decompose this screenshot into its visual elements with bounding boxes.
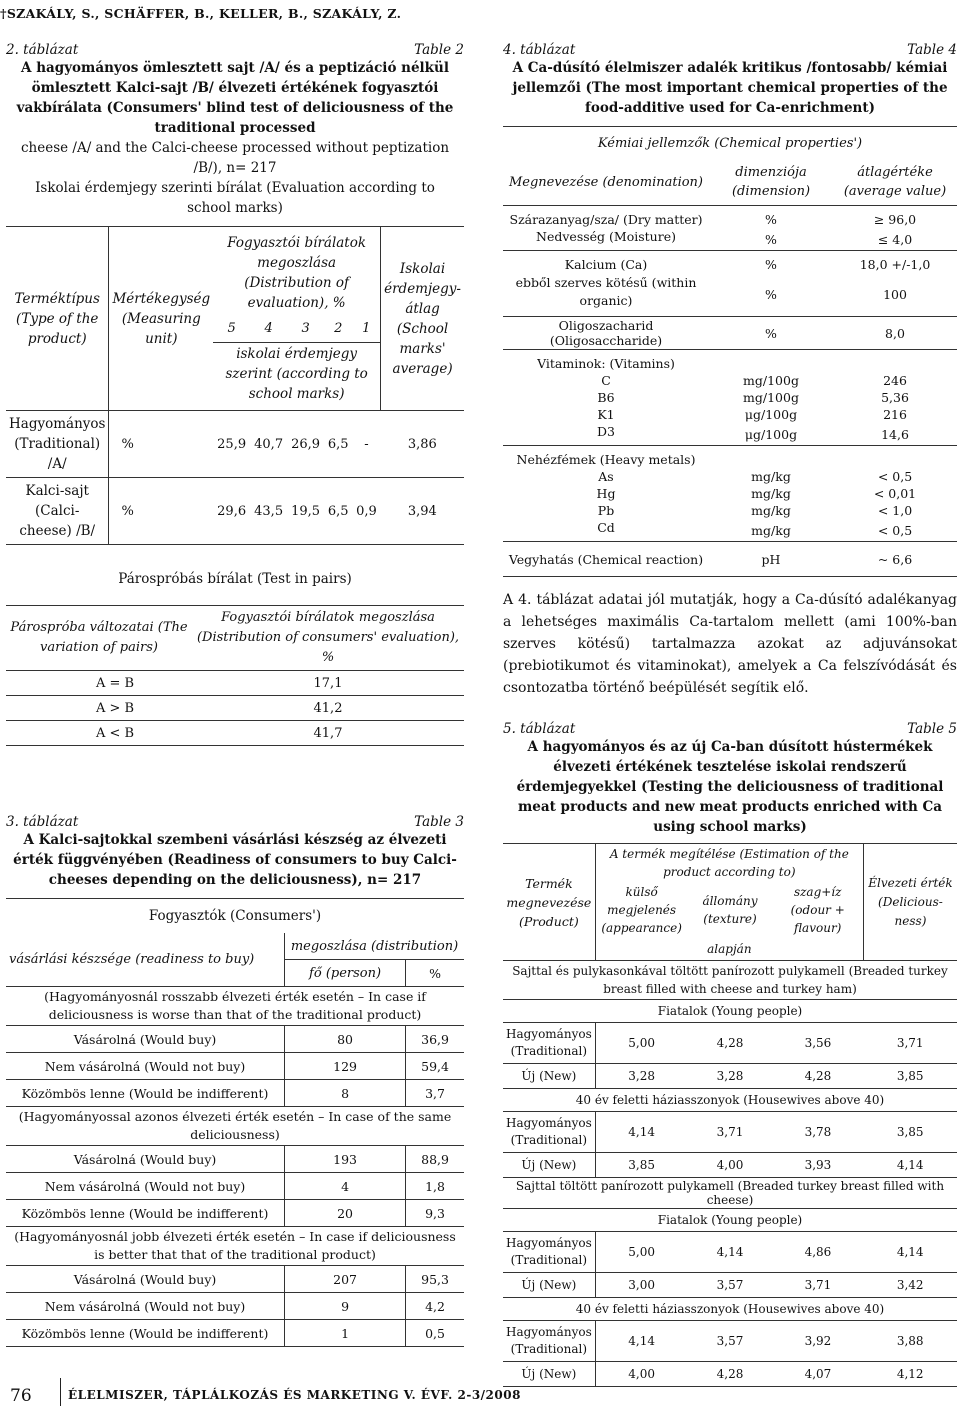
t4-ph-dim: pH	[709, 542, 833, 577]
t5-val: 3,71	[863, 1023, 957, 1064]
table-row	[503, 1321, 957, 1362]
t5-val: 4,28	[688, 1023, 773, 1064]
t4-val: < 0,5	[877, 469, 913, 484]
t2-val: 6,5	[324, 478, 352, 545]
t2-val: 0,9	[352, 478, 380, 545]
t2-val: -	[352, 411, 380, 478]
running-header: †SZAKÁLY, S., SCHÄFFER, B., KELLER, B., SZAKÁLY, Z.	[0, 6, 402, 21]
t4-chem-props: Kémiai jellemzők (Chemical properties')	[503, 127, 957, 160]
t4-name: K1	[597, 407, 615, 422]
table-row	[6, 1080, 464, 1107]
t5-h-estimation: A termék megítélése (Estimation of the product according to)	[595, 844, 863, 883]
t3-label: Vásárolná (Would buy)	[6, 1266, 285, 1293]
t4-val: < 1,0	[877, 503, 913, 518]
table-row	[503, 1232, 957, 1273]
t4-name: D3	[503, 423, 709, 446]
t2-head-unit: Mértékegység (Measuring unit)	[109, 227, 213, 411]
t3-n: 4	[285, 1173, 406, 1200]
t2-val: 26,9	[287, 411, 324, 478]
left-column	[6, 42, 464, 1347]
t5-product-name: Sajttal töltött panírozott pulykamell (Breaded turkey breast filled with cheese)	[503, 1178, 957, 1209]
t4-oligo-name: Oligoszacharid (Oligosaccharide)	[503, 317, 709, 350]
table3-title: A Kalci-sajtokkal szembeni vásárlási készség az élvezeti érték függvényében (Readiness of consumers to buy Calci-cheeses depending on the deliciousness), n= 217	[13, 832, 457, 888]
table2-title: A hagyományos ömlesztett sajt /A/ és a peptizáció nélkül ömlesztett Kalci-sajt /B/ élvezeti értékének fogyasztói vakbírálata (Consumers' blind test of deliciousness of the traditional processed	[16, 60, 454, 136]
t2p-value: 41,7	[192, 721, 464, 746]
t5-row-label: Hagyományos (Traditional)	[503, 1321, 595, 1362]
t3-readiness: vásárlási készsége (readiness to buy)	[6, 933, 285, 987]
t4-dim: %	[709, 273, 833, 317]
t5-row-label: Új (New)	[503, 1064, 595, 1089]
t5-row-label: Hagyományos (Traditional)	[503, 1023, 595, 1064]
t3-group-caption: (Hagyományosnál rosszabb élvezeti érték esetén – In case if deliciousness is worse than that of the traditional product)	[6, 987, 464, 1026]
table5-title: A hagyományos és az új Ca-ban dúsított hústermékek élvezeti értékének tesztelése iskolai rendszerű érdemjegyekkel (Testing the deliciousness of traditional meat products and new meat products enriched with Ca using school marks)	[516, 739, 944, 835]
t3-label: Közömbös lenne (Would be indifferent)	[6, 1320, 285, 1347]
table-row	[503, 485, 957, 502]
t4-ph-name: Vegyhatás (Chemical reaction)	[503, 542, 709, 577]
t5-row-label: Új (New)	[503, 1273, 595, 1298]
t2-val: 40,7	[250, 411, 287, 478]
t3-p: 3,7	[406, 1080, 464, 1107]
t3-p: 95,3	[406, 1266, 464, 1293]
table-row	[503, 1112, 957, 1153]
t5-val: 3,42	[863, 1273, 957, 1298]
t3-label: Nem vásárolná (Would not buy)	[6, 1053, 285, 1080]
table-row	[503, 372, 957, 389]
table4	[503, 42, 957, 577]
t3-n: 80	[285, 1026, 406, 1053]
t2p-value: 17,1	[192, 671, 464, 696]
t5-val: 3,71	[688, 1112, 773, 1153]
t4-name: B6	[597, 390, 615, 405]
table5-grid	[503, 843, 957, 1387]
t2-avg: 3,86	[381, 411, 464, 478]
table3-label-en: Table 3	[414, 814, 464, 830]
t3-label: Vásárolná (Would buy)	[6, 1026, 285, 1053]
table2-label-en: Table 2	[414, 42, 464, 58]
table-row	[6, 1173, 464, 1200]
t4-val: 246	[883, 373, 907, 388]
t5-val: 3,92	[772, 1321, 863, 1362]
t4-name: Cd	[503, 519, 709, 542]
table-row	[503, 519, 957, 542]
page-footer	[0, 1378, 960, 1406]
table2-label	[6, 42, 464, 58]
t3-label: Közömbös lenne (Would be indifferent)	[6, 1200, 285, 1227]
table-row	[6, 696, 464, 721]
t5-h-based: alapján	[595, 938, 863, 961]
table2-pairs-title: Párospróbás bírálat (Test in pairs)	[118, 571, 352, 587]
t2p-label: A = B	[6, 671, 192, 696]
t5-row-label: Hagyományos (Traditional)	[503, 1112, 595, 1153]
t5-val: 4,00	[595, 1362, 687, 1387]
t4-val: ≤ 4,0	[833, 228, 957, 251]
t2p-label: A < B	[6, 721, 192, 746]
table3-grid	[6, 898, 464, 1347]
t4-dim: mg/100g	[743, 373, 799, 388]
t3-p: 4,2	[406, 1293, 464, 1320]
table-row	[6, 478, 464, 545]
t2-mark: 2	[334, 320, 343, 336]
t5-val: 3,93	[772, 1153, 863, 1178]
t2-val: 29,6	[213, 478, 250, 545]
t4-val: 216	[883, 407, 907, 422]
table-row	[503, 542, 957, 577]
t2-mark: 5	[227, 320, 236, 336]
table2-title-cont: cheese /A/ and the Calci-cheese processed without peptization /B/), n= 217	[20, 140, 450, 176]
table-row	[503, 389, 957, 406]
t4-dim: %	[709, 228, 833, 251]
t4-name: Kalcium (Ca)	[564, 257, 648, 272]
table-row	[503, 206, 957, 229]
t3-p: 59,4	[406, 1053, 464, 1080]
t4-metal-head: Nehézfémek (Heavy metals)	[516, 452, 696, 467]
t4-dim: mg/100g	[743, 390, 799, 405]
t5-val: 3,28	[688, 1064, 773, 1089]
table2-subtitle: Iskolai érdemjegy szerinti bírálat (Evaluation according to school marks)	[35, 180, 435, 216]
table-row	[6, 1053, 464, 1080]
page-number: 76	[10, 1386, 32, 1406]
t3-n: 20	[285, 1200, 406, 1227]
t4-oligo-val: 8,0	[833, 317, 957, 350]
t4-h-dim: dimenziója (dimension)	[709, 159, 833, 206]
t2-mark: 4	[264, 320, 273, 336]
t5-val: 4,14	[688, 1232, 773, 1273]
t4-h-avg: átlagértéke (average value)	[833, 159, 957, 206]
t5-val: 4,28	[688, 1362, 773, 1387]
table-row	[503, 423, 957, 446]
t5-val: 3,85	[595, 1153, 687, 1178]
t3-label: Vásárolná (Would buy)	[6, 1146, 285, 1173]
t5-val: 4,00	[688, 1153, 773, 1178]
t5-val: 3,57	[688, 1273, 773, 1298]
t5-h-product: Termék megnevezése (Product)	[503, 844, 595, 961]
t4-ph-val: ~ 6,6	[833, 542, 957, 577]
t5-val: 3,28	[595, 1064, 687, 1089]
t2-head-dist: Fogyasztói bírálatok megoszlása (Distribution of evaluation), %	[213, 227, 380, 315]
table-row	[503, 1023, 957, 1064]
table-row	[503, 251, 957, 274]
t4-name: C	[601, 373, 611, 388]
table4-label-hu: 4. táblázat	[503, 42, 576, 58]
t5-val: 3,88	[863, 1321, 957, 1362]
t4-name: As	[598, 469, 614, 484]
table4-title: A Ca-dúsító élelmiszer adalék kritikus /fontosabb/ kémiai jellemzői (The most important chemical properties of the food-additive used for Ca-enrichment)	[512, 60, 948, 116]
table4-grid	[503, 126, 957, 577]
table-row	[6, 1320, 464, 1347]
t3-n: 9	[285, 1293, 406, 1320]
t3-label: Közömbös lenne (Would be indifferent)	[6, 1080, 285, 1107]
table3	[6, 814, 464, 1347]
t5-val: 3,78	[772, 1112, 863, 1153]
t2-type: Kalci-sajt (Calci-cheese) /B/	[6, 478, 109, 545]
t4-dim: mg/kg	[709, 519, 833, 542]
table4-label-en: Table 4	[907, 42, 957, 58]
table-row	[6, 1200, 464, 1227]
t5-val: 4,07	[772, 1362, 863, 1387]
t5-val: 5,00	[595, 1232, 687, 1273]
t5-val: 4,14	[863, 1232, 957, 1273]
t3-label: Nem vásárolná (Would not buy)	[6, 1293, 285, 1320]
t4-dim: %	[765, 212, 777, 227]
table-row	[503, 502, 957, 519]
table5-label-en: Table 5	[907, 721, 957, 737]
table3-label-hu: 3. táblázat	[6, 814, 79, 830]
t4-val: < 0,01	[873, 486, 917, 501]
t4-name: Nedvesség (Moisture)	[503, 228, 709, 251]
t5-val: 3,85	[863, 1064, 957, 1089]
table-row	[503, 228, 957, 251]
t2-head-avg: Iskolai érdemjegy-átlag (School marks' average)	[381, 227, 464, 411]
t2-val: 25,9	[213, 411, 250, 478]
table-row	[503, 406, 957, 423]
t3-n: 8	[285, 1080, 406, 1107]
t5-h-delic: Élvezeti érték (Delicious- ness)	[863, 844, 957, 961]
t3-p: 9,3	[406, 1200, 464, 1227]
table5-label-hu: 5. táblázat	[503, 721, 576, 737]
t5-row-label: Új (New)	[503, 1362, 595, 1387]
table-row	[503, 1064, 957, 1089]
t2-unit: %	[109, 478, 213, 545]
t3-label: Nem vásárolná (Would not buy)	[6, 1173, 285, 1200]
t2p-head-left: Párospróba változatai (The variation of pairs)	[6, 606, 192, 671]
t5-val: 4,14	[595, 1112, 687, 1153]
t2-head-school: iskolai érdemjegy szerint (according to school marks)	[213, 343, 380, 411]
t4-val: 18,0 +/-1,0	[859, 257, 931, 272]
t4-val: < 0,5	[833, 519, 957, 542]
t5-group: 40 év feletti háziasszonyok (Housewives above 40)	[503, 1298, 957, 1321]
table2-pairs	[6, 605, 464, 746]
t5-val: 5,00	[595, 1023, 687, 1064]
table-row	[503, 1153, 957, 1178]
t4-dim: mg/kg	[751, 486, 791, 501]
t5-val: 3,56	[772, 1023, 863, 1064]
t3-n: 193	[285, 1146, 406, 1173]
footer-divider	[60, 1378, 61, 1406]
t3-person: fő (person)	[285, 960, 406, 987]
t4-name: Pb	[597, 503, 615, 518]
t4-dim: μg/100g	[709, 423, 833, 446]
t3-distribution: megoszlása (distribution)	[285, 933, 465, 960]
table-row	[6, 671, 464, 696]
table-row	[6, 1266, 464, 1293]
t3-group-caption: (Hagyományossal azonos élvezeti érték esetén – In case of the same deliciousness)	[6, 1107, 464, 1146]
t4-dim: mg/kg	[751, 469, 791, 484]
t2-mark: 1	[362, 320, 371, 336]
journal-name: ÉLELMISZER, TÁPLÁLKOZÁS ÉS MARKETING V. ÉVF. 2-3/2008	[68, 1388, 521, 1402]
t4-val: 14,6	[833, 423, 957, 446]
t4-oligo-dim: %	[709, 317, 833, 350]
table2-grid	[6, 226, 464, 545]
t5-val: 4,86	[772, 1232, 863, 1273]
t5-h-texture: állomány (texture)	[702, 894, 758, 926]
table-row	[6, 1293, 464, 1320]
table5	[503, 721, 957, 1387]
table-row	[503, 468, 957, 485]
t2-type: Hagyományos (Traditional) /A/	[6, 411, 109, 478]
table3-label	[6, 814, 464, 830]
t2-val: 6,5	[324, 411, 352, 478]
t2-unit: %	[109, 411, 213, 478]
t2p-label: A > B	[6, 696, 192, 721]
table2	[6, 42, 464, 746]
t2-mark: 3	[301, 320, 310, 336]
t3-n: 129	[285, 1053, 406, 1080]
t5-group: Fiatalok (Young people)	[503, 1209, 957, 1232]
t2-val: 43,5	[250, 478, 287, 545]
t3-consumers: Fogyasztók (Consumers')	[6, 899, 464, 934]
t4-h-name: Megnevezése (denomination)	[503, 159, 709, 206]
t2p-value: 41,2	[192, 696, 464, 721]
t3-n: 1	[285, 1320, 406, 1347]
t2-val: 19,5	[287, 478, 324, 545]
t3-p: 36,9	[406, 1026, 464, 1053]
t4-val: 100	[833, 273, 957, 317]
table-row	[6, 1026, 464, 1053]
table-row	[6, 411, 464, 478]
t4-val: 5,36	[881, 390, 909, 405]
t4-name: Hg	[596, 486, 616, 501]
t5-val: 4,14	[863, 1153, 957, 1178]
t5-val: 3,57	[688, 1321, 773, 1362]
t4-dim: %	[765, 257, 777, 272]
table-row	[6, 1146, 464, 1173]
t5-val: 3,00	[595, 1273, 687, 1298]
body-paragraph: A 4. táblázat adatai jól mutatják, hogy a Ca-dúsító adalékanyag a lehetséges maximális Ca-tartalom mellett (ami 100%-ban szerves kötésű) tartalmazza azokat az adjuvánsokat (prebiotikumot és vitaminokat), amelyek a Ca felszívódását és csontozatba történő beépülését segítik elő.	[503, 592, 957, 696]
t5-val: 3,71	[772, 1273, 863, 1298]
table4-label	[503, 42, 957, 58]
t2p-head-right: Fogyasztói bírálatok megoszlása (Distribution of consumers' evaluation), %	[192, 606, 464, 671]
t5-val: 4,12	[863, 1362, 957, 1387]
t5-h-flavour: szag+íz (odour + flavour)	[790, 885, 845, 935]
t5-group: 40 év feletti háziasszonyok (Housewives above 40)	[503, 1089, 957, 1112]
t3-group-caption: (Hagyományosnál jobb élvezeti érték esetén – In case if deliciousness is better that that of the traditional product)	[6, 1227, 464, 1266]
table2-label-hu: 2. táblázat	[6, 42, 79, 58]
t2-head-type: Terméktípus (Type of the product)	[6, 227, 109, 411]
table-row	[6, 721, 464, 746]
t3-p: 1,8	[406, 1173, 464, 1200]
t3-n: 207	[285, 1266, 406, 1293]
t5-group: Fiatalok (Young people)	[503, 1000, 957, 1023]
t5-val: 4,14	[595, 1321, 687, 1362]
t4-name: ebből szerves kötésű (within organic)	[503, 273, 709, 317]
table5-label	[503, 721, 957, 737]
t5-h-appearance: külső megjelenés (appearance)	[601, 885, 682, 935]
t4-dim: mg/kg	[751, 503, 791, 518]
t3-percent: %	[406, 960, 464, 987]
t5-val: 3,85	[863, 1112, 957, 1153]
t5-product-name: Sajttal és pulykasonkával töltött panírozott pulykamell (Breaded turkey breast filled with cheese and turkey ham)	[503, 961, 957, 1000]
t5-row-label: Új (New)	[503, 1153, 595, 1178]
table-row	[503, 1273, 957, 1298]
t5-row-label: Hagyományos (Traditional)	[503, 1232, 595, 1273]
t3-p: 0,5	[406, 1320, 464, 1347]
t4-vit-head: Vitaminok: (Vitamins)	[537, 356, 675, 371]
t3-p: 88,9	[406, 1146, 464, 1173]
t5-val: 4,28	[772, 1064, 863, 1089]
t4-val: ≥ 96,0	[873, 212, 917, 227]
table-row	[503, 317, 957, 350]
table-row	[503, 273, 957, 317]
right-column	[503, 42, 957, 1387]
t4-dim: μg/100g	[744, 407, 798, 422]
t2-avg: 3,94	[381, 478, 464, 545]
t4-name: Szárazanyag/sza/ (Dry matter)	[509, 212, 703, 227]
